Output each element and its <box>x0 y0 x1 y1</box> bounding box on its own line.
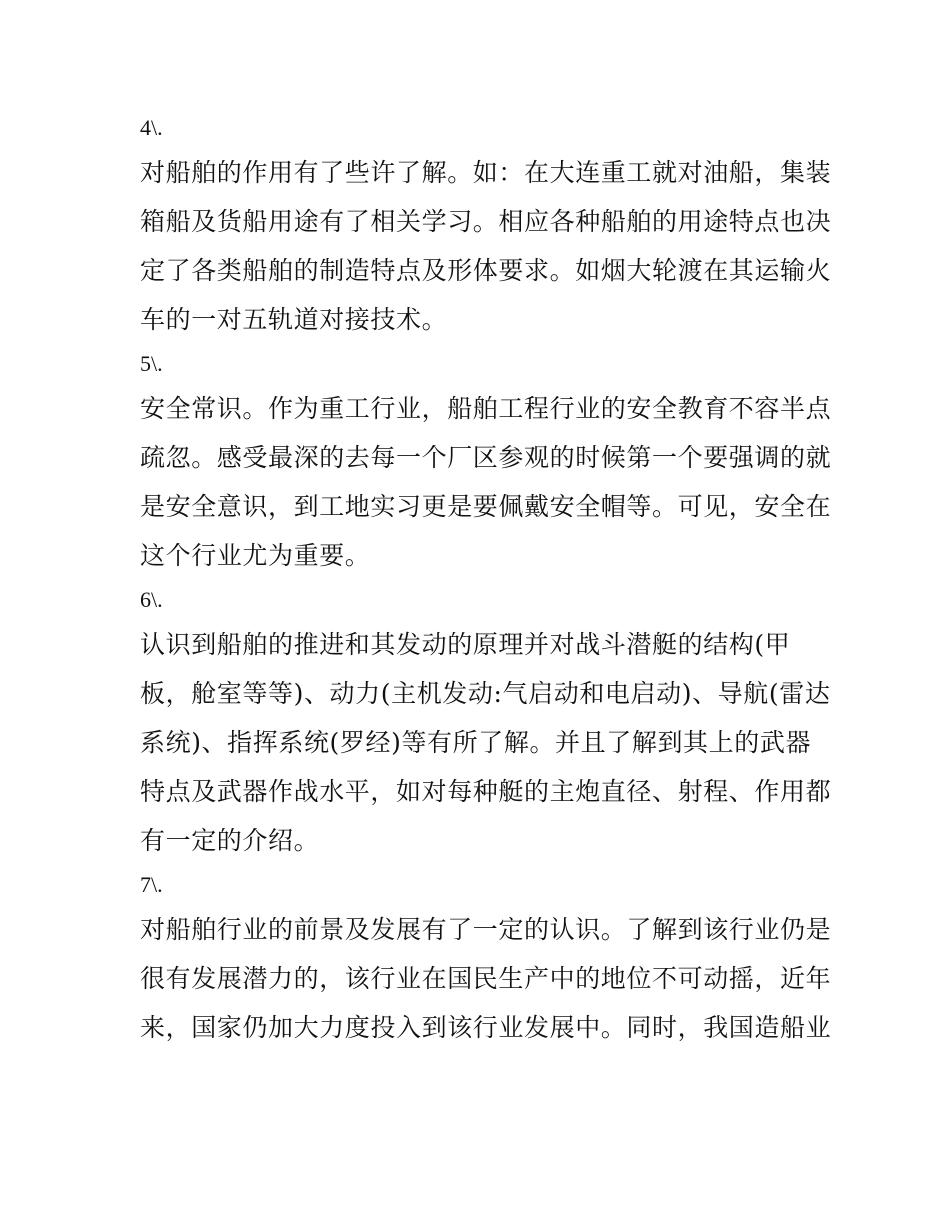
document-body <box>140 108 832 1052</box>
paragraph-line: 这个行业尤为重要。 <box>140 541 371 570</box>
section-paragraph <box>140 148 832 344</box>
section-6 <box>140 580 832 865</box>
section-4 <box>140 108 832 344</box>
paragraph-line: 对船舶行业的前景及发展有了一定的认识。了解到该行业仍是 <box>140 915 832 944</box>
paragraph-line: 系统)、指挥系统(罗经)等有所了解。并且了解到其上的武器 <box>140 728 812 757</box>
paragraph-line: 特点及武器作战水平，如对每种艇的主炮直径、射程、作用都 <box>140 777 832 806</box>
section-number: 7\. <box>140 872 163 897</box>
section-paragraph <box>140 620 832 865</box>
section-7 <box>140 865 832 1052</box>
paragraph-line: 定了各类船舶的制造特点及形体要求。如烟大轮渡在其运输火 <box>140 256 832 285</box>
paragraph-line: 安全常识。作为重工行业，船舶工程行业的安全教育不容半点 <box>140 394 832 423</box>
paragraph-line: 有一定的介绍。 <box>140 826 320 855</box>
section-paragraph <box>140 384 832 580</box>
paragraph-line: 疏忽。感受最深的去每一个厂区参观的时候第一个要强调的就 <box>140 443 832 472</box>
section-5 <box>140 344 832 580</box>
section-number: 5\. <box>140 351 163 376</box>
section-number: 4\. <box>140 115 163 140</box>
paragraph-line: 是安全意识，到工地实习更是要佩戴安全帽等。可见，安全在 <box>140 492 832 521</box>
section-number: 6\. <box>140 587 163 612</box>
paragraph-line: 车的一对五轨道对接技术。 <box>140 305 448 334</box>
paragraph-line: 箱船及货船用途有了相关学习。相应各种船舶的用途特点也决 <box>140 207 832 236</box>
paragraph-line: 很有发展潜力的，该行业在国民生产中的地位不可动摇，近年 <box>140 964 832 993</box>
section-paragraph <box>140 905 832 1052</box>
paragraph-line: 认识到船舶的推进和其发动的原理并对战斗潜艇的结构(甲 <box>140 630 791 659</box>
paragraph-line: 来，国家仍加大力度投入到该行业发展中。同时，我国造船业 <box>140 1013 832 1042</box>
paragraph-line: 板，舱室等等)、动力(主机发动:气启动和电启动)、导航(雷达 <box>140 679 831 708</box>
paragraph-line: 对船舶的作用有了些许了解。如：在大连重工就对油船，集装 <box>140 158 832 187</box>
